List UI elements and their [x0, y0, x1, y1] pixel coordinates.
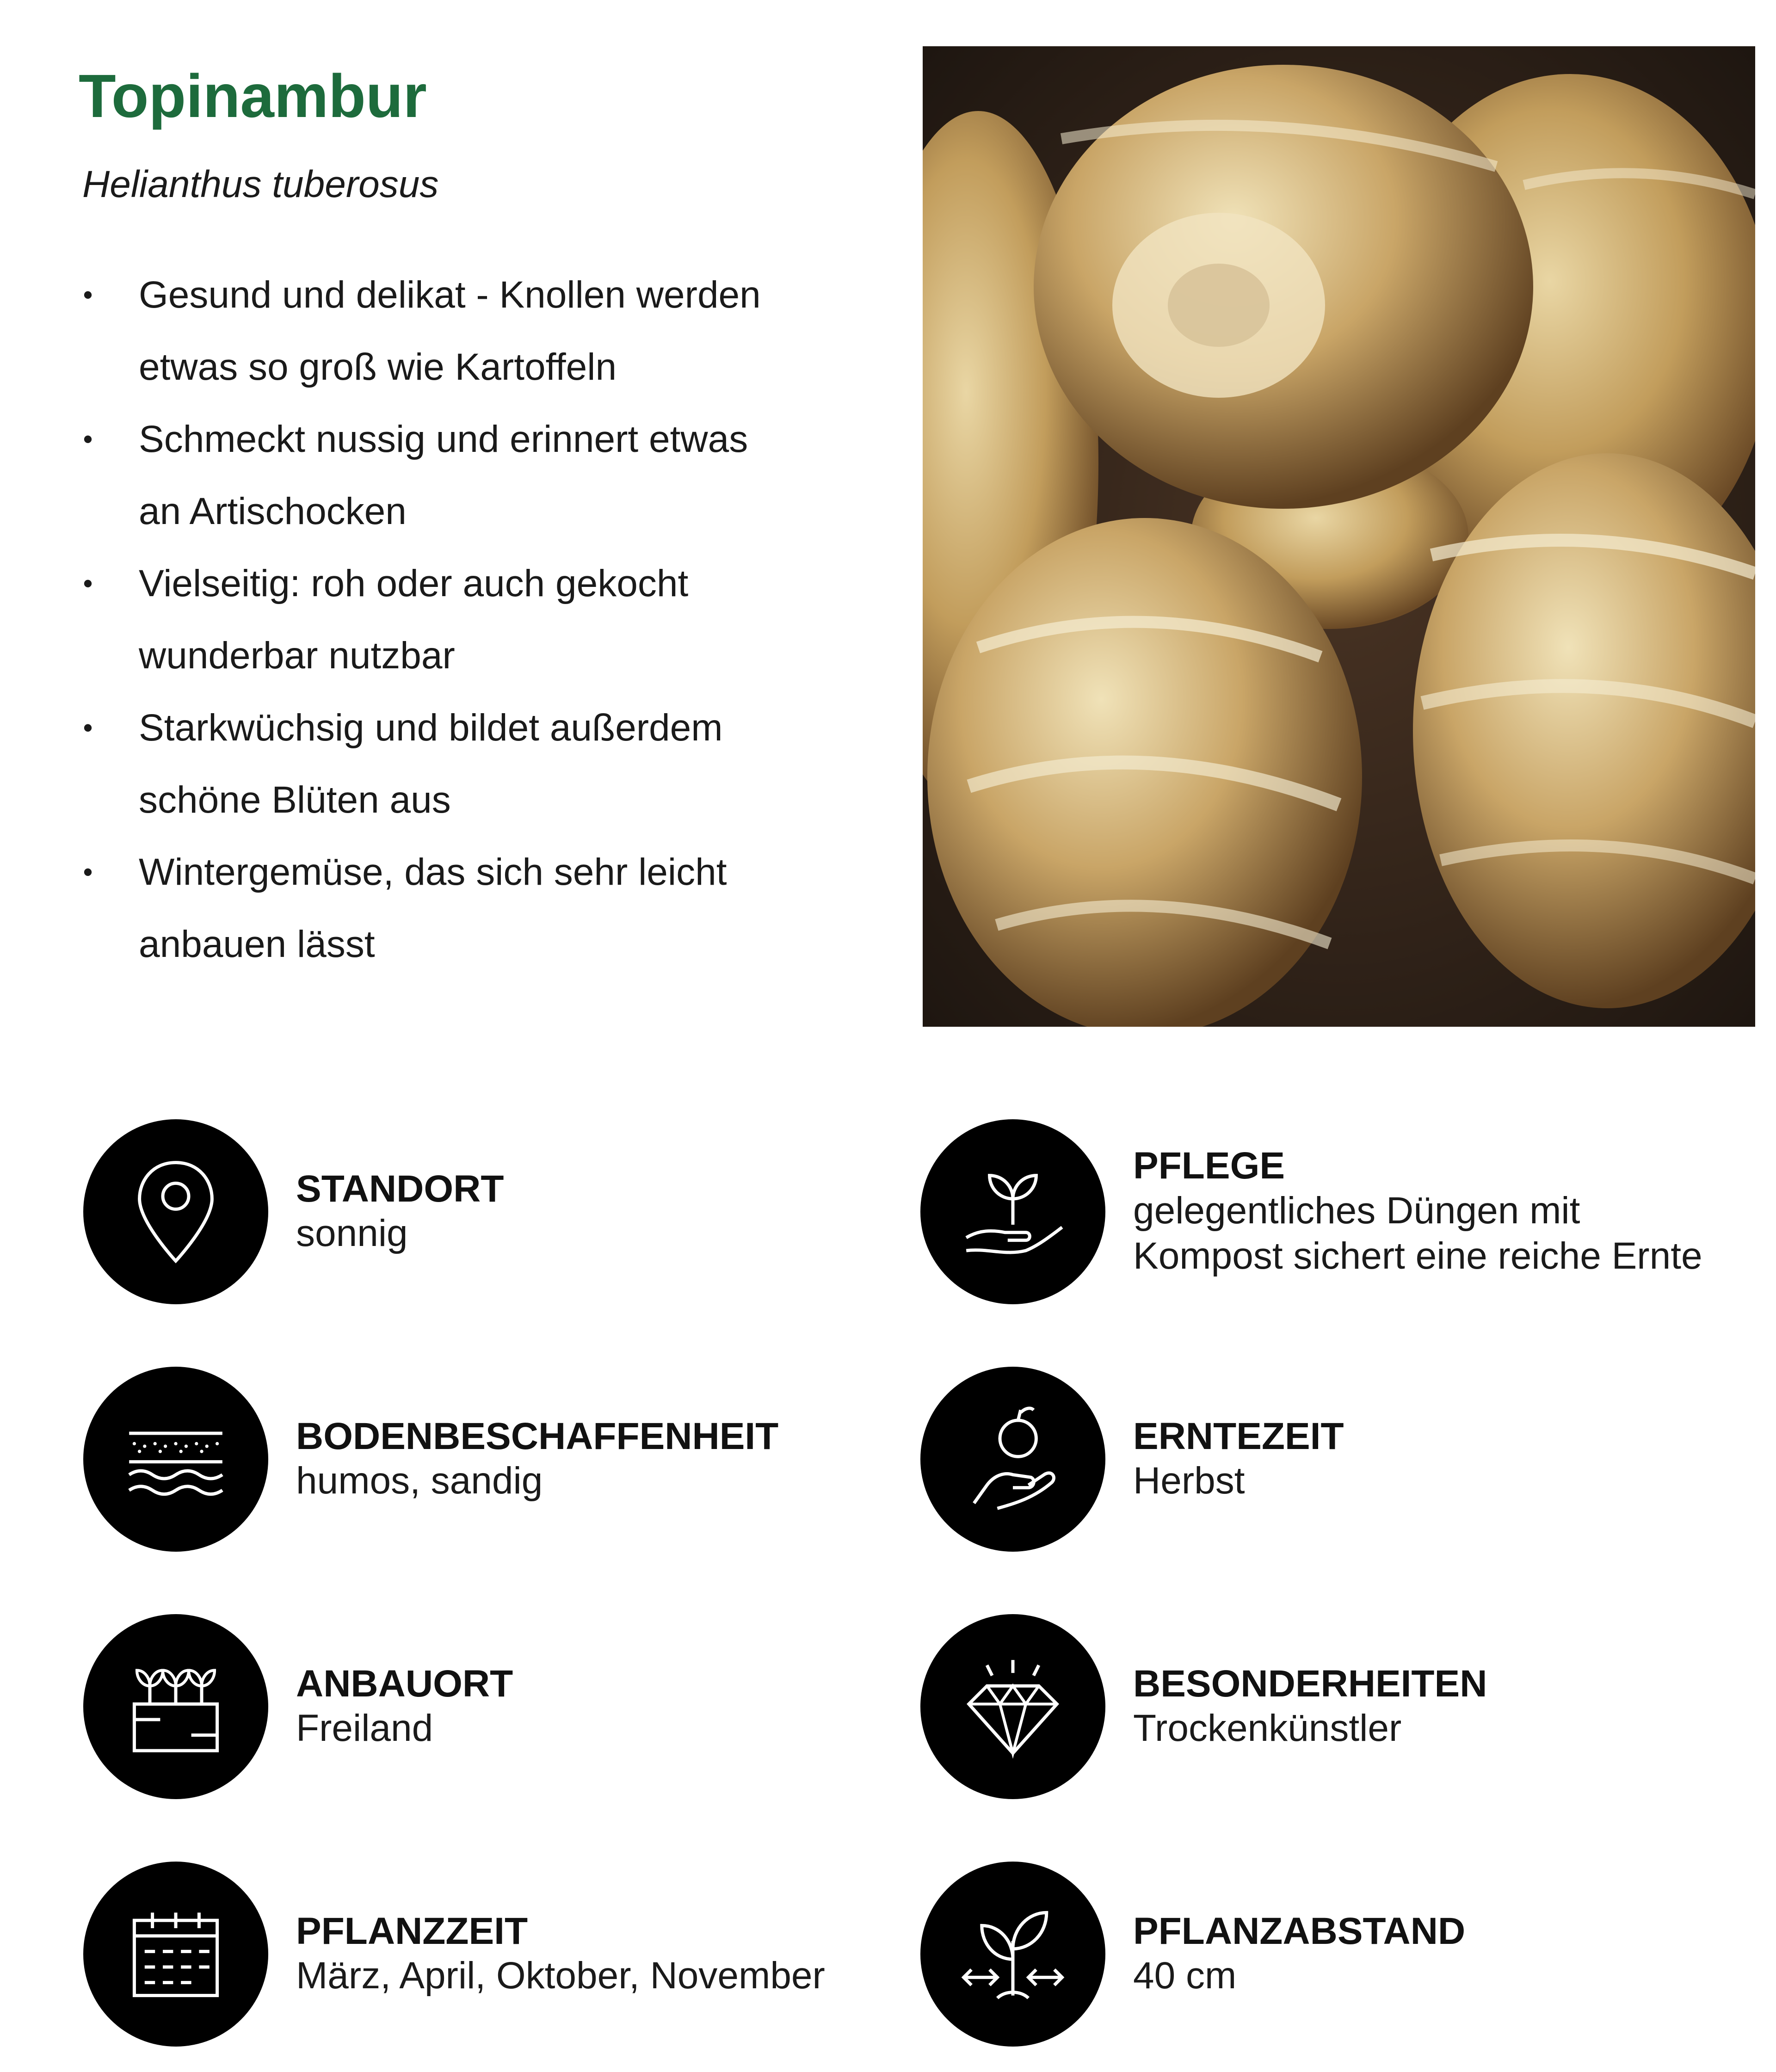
pflanzzeit-icon-circle — [83, 1862, 268, 2047]
feature-list — [79, 259, 856, 980]
feature-item — [79, 403, 856, 475]
anbauort-value: Freiland — [296, 1707, 433, 1749]
besonderheiten-label: BESONDERHEITEN — [1133, 1662, 1487, 1705]
anbauort-label: ANBAUORT — [296, 1662, 513, 1705]
feature-text: Gesund und delikat - Knollen werden — [139, 274, 761, 316]
bullet-icon: • — [83, 857, 93, 888]
info-besonderheiten — [920, 1614, 1730, 1799]
pflanzzeit-value: März, April, Oktober, November — [296, 1954, 825, 1997]
info-standort — [83, 1119, 893, 1304]
besonderheiten-value: Trockenkünstler — [1133, 1707, 1402, 1749]
pflanzabstand-icon-circle — [920, 1862, 1105, 2047]
feature-item — [79, 331, 856, 403]
latin-name: Helianthus tuberosus — [82, 163, 439, 205]
pflanzabstand-value: 40 cm — [1133, 1954, 1237, 1997]
feature-text: wunderbar nutzbar — [139, 635, 455, 677]
boden-label: BODENBESCHAFFENHEIT — [296, 1415, 779, 1457]
diamond-icon — [948, 1642, 1078, 1771]
info-pflanzabstand — [920, 1862, 1730, 2047]
besonderheiten-icon-circle — [920, 1614, 1105, 1799]
bullet-icon: • — [83, 424, 93, 455]
standort-label: STANDORT — [296, 1167, 504, 1210]
boden-icon-circle — [83, 1367, 268, 1552]
feature-item — [79, 259, 856, 331]
feature-item — [79, 620, 856, 692]
feature-text: an Artischocken — [139, 490, 407, 532]
feature-item — [79, 692, 856, 764]
info-boden — [83, 1367, 893, 1552]
info-erntezeit — [920, 1367, 1730, 1552]
feature-text: schöne Blüten aus — [139, 779, 451, 821]
hand-seedling-icon — [948, 1147, 1078, 1276]
product-title: Topinambur — [79, 62, 427, 130]
info-pflege — [920, 1119, 1730, 1304]
location-pin-icon — [111, 1147, 240, 1276]
pflanzabstand-label: PFLANZABSTAND — [1133, 1910, 1466, 1952]
boden-value: humos, sandig — [296, 1459, 543, 1502]
planter-box-icon — [111, 1642, 240, 1771]
anbauort-icon-circle — [83, 1614, 268, 1799]
feature-item — [79, 475, 856, 548]
bullet-icon: • — [83, 568, 93, 599]
tuber-photo-illustration — [923, 46, 1755, 1027]
hand-fruit-icon — [948, 1394, 1078, 1524]
bullet-icon: • — [83, 279, 93, 310]
standort-value: sonnig — [296, 1212, 408, 1254]
erntezeit-icon-circle — [920, 1367, 1105, 1552]
feature-text: Wintergemüse, das sich sehr leicht — [139, 851, 727, 893]
feature-item — [79, 548, 856, 620]
soil-layers-icon — [111, 1394, 240, 1524]
feature-text: Vielseitig: roh oder auch gekocht — [139, 562, 689, 604]
feature-item — [79, 908, 856, 980]
erntezeit-label: ERNTEZEIT — [1133, 1415, 1344, 1457]
feature-item — [79, 764, 856, 836]
feature-text: Starkwüchsig und bildet außerdem — [139, 707, 723, 749]
info-pflanzzeit — [83, 1862, 893, 2047]
feature-text: Schmeckt nussig und erinnert etwas — [139, 418, 748, 460]
plant-spacing-icon — [948, 1889, 1078, 2019]
feature-text: etwas so groß wie Kartoffeln — [139, 346, 617, 388]
bullet-icon: • — [83, 712, 93, 743]
product-photo — [923, 46, 1755, 1027]
pflanzzeit-label: PFLANZZEIT — [296, 1910, 528, 1952]
calendar-icon — [111, 1889, 240, 2019]
feature-text: anbauen lässt — [139, 923, 375, 965]
erntezeit-value: Herbst — [1133, 1459, 1245, 1502]
pflege-icon-circle — [920, 1119, 1105, 1304]
info-anbauort — [83, 1614, 893, 1799]
pflege-label: PFLEGE — [1133, 1145, 1285, 1187]
pflege-value: gelegentliches Düngen mit Kompost sichert eine reiche Ernte — [1133, 1189, 1702, 1277]
standort-icon-circle — [83, 1119, 268, 1304]
feature-item — [79, 836, 856, 908]
